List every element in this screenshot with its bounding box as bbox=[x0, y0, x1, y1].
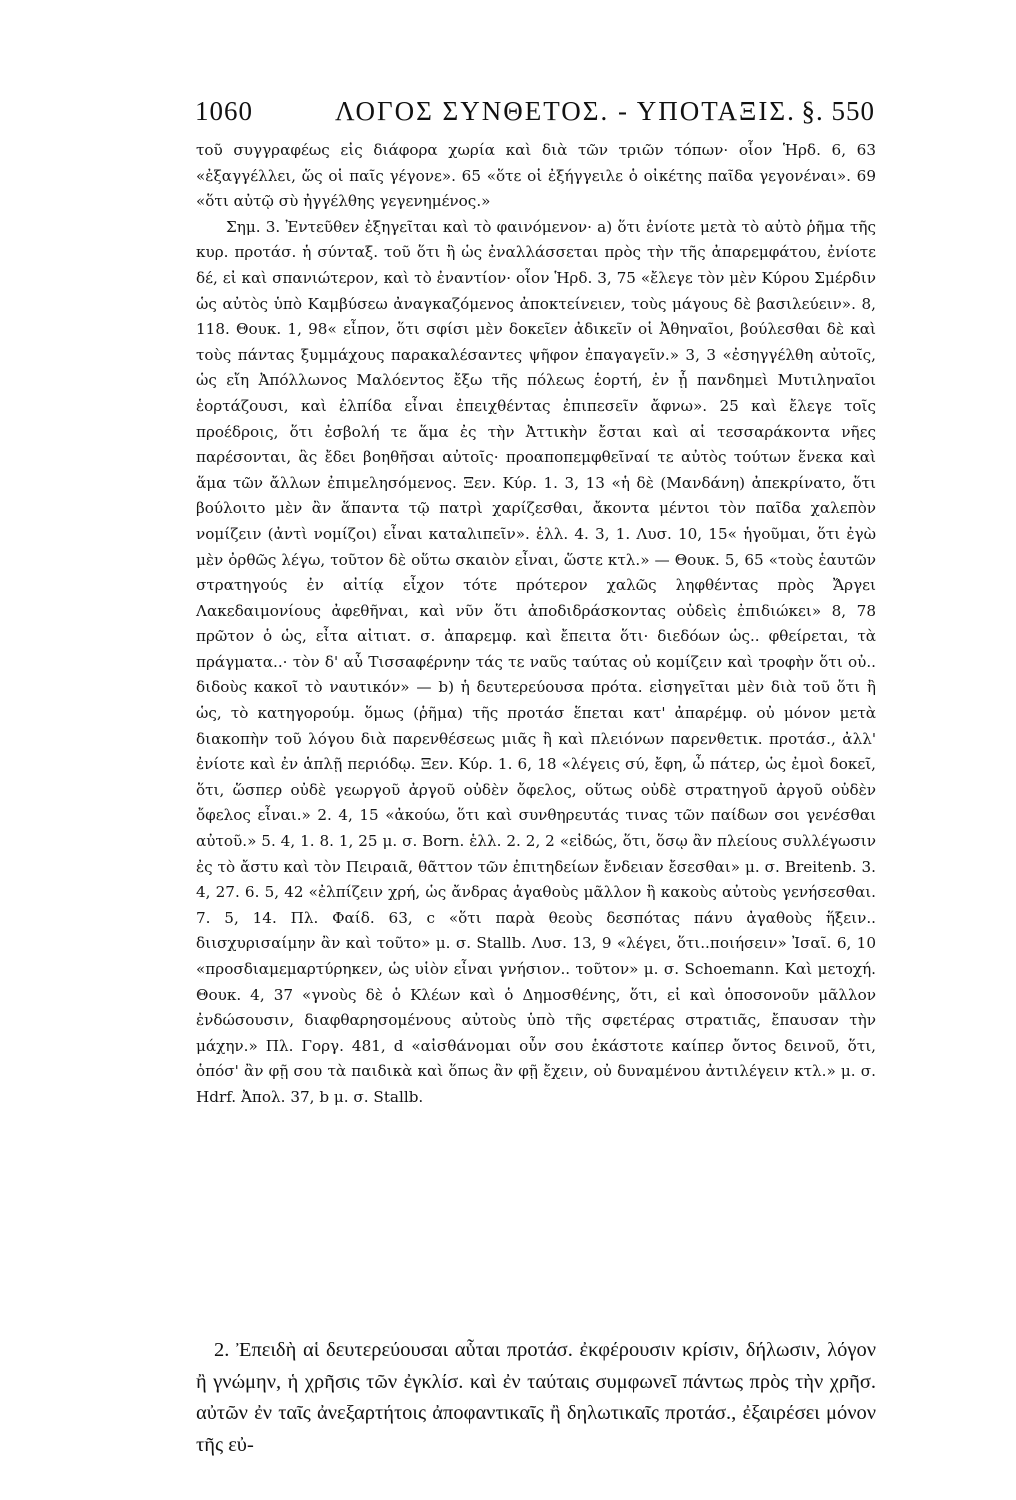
section-2-paragraph: 2. Ἐπειδὴ αἱ δευτερεύουσαι αὗται προτάσ. ἐκφέρουσιν κρίσιν, δήλωσιν, λόγον ἢ γνώμην, ἡ χρῆσις τῶν ἐγκλίσ. καὶ ἐν ταύταις συμφωνεῖ πάντως πρὸς τὴν χρῆσ. αὐτῶν ἐν ταῖς ἀνεξαρτήτοις ἀποφαντικαῖς ἢ δηλωτικαῖς προτάσ., ἐξαιρέσει μόνον τῆς εὐ- bbox=[196, 1339, 876, 1456]
small-print-text bbox=[196, 138, 876, 1111]
running-title: ΛΟΓΟΣ ΣΥΝΘΕΤΟΣ. - ΥΠΟΤΑΞΙΣ. bbox=[335, 96, 796, 126]
main-text bbox=[196, 1335, 876, 1461]
intro-paragraph: τοῦ συγγραφέως εἰς διάφορα χωρία καὶ διὰ τῶν τριῶν τόπων· οἷον Ἡρδ. 6, 63 «ἐξαγγέλλει, ὥς οἱ παῖς γέγονε». 65 «ὅτε οἱ ἐξήγγειλε ὁ οἰκέτης παῖδα γεγονέναι». 69 «ὅτι αὐτῷ σὺ ἠγγέλθης γεγενημένος.» bbox=[196, 141, 876, 211]
page-header bbox=[195, 96, 875, 132]
page-number: 1060 bbox=[195, 96, 253, 126]
note-paragraph: Σημ. 3. Ἐντεῦθεν ἐξηγεῖται καὶ τὸ φαινόμενον· a) ὅτι ἐνίοτε μετὰ τὸ αὐτὸ ῥῆμα τῆς κυρ. προτάσ. ἡ σύνταξ. τοῦ ὅτι ἢ ὡς ἐναλλάσσεται πρὸς τὴν τῆς ἀπαρεμφάτου, ἐνίοτε δέ, εἰ καὶ σπανιώτερον, καὶ τὸ ἐναντίον· οἷον Ἡρδ. 3, 75 «ἔλεγε τὸν μὲν Κύρου Σμέρδιν ὡς αὐτὸς ὑπὸ Καμβύσεω ἀναγκαζόμενος ἀποκτείνειεν, τοὺς μάγους δὲ βασιλεύειν». 8, 118. Θουκ. 1, 98« εἶπον, ὅτι σφίσι μὲν δοκεῖεν ἀδικεῖν οἱ Ἀθηναῖοι, βούλεσθαι δὲ καὶ τοὺς πάντας ξυμμάχους παρακαλέσαντες ψῆφον ἐπαγαγεῖν.» 3, 3 «ἐσηγγέλθη αὐτοῖς, ὡς εἴη Ἀπόλλωνος Μαλόεντος ἔξω τῆς πόλεως ἑορτή, ἐν ᾗ πανδημεὶ Μυτιληναῖοι ἑορτάζουσι, καὶ ἐλπίδα εἶναι ἐπειχθέντας ἐπιπεσεῖν ἄφνω». 25 καὶ ἔλεγε τοῖς προέδροις, ὅτι ἐσβολή τε ἅμα ἐς τὴν Ἀττικὴν ἔσται καὶ αἱ τεσσαράκοντα νῆες παρέσονται, ἃς ἔδει βοηθῆσαι αὐτοῖς· προαποπεμφθεῖναί τε αὐτὸς τούτων ἕνεκα καὶ ἅμα τῶν ἄλλων ἐπιμελησόμενος. Ξεν. Κύρ. 1. 3, 13 «ἡ δὲ (Μανδάνη) ἀπεκρίνατο, ὅτι βούλοιτο μὲν ἂν ἅπαντα τῷ πατρὶ χαρίζεσθαι, ἄκοντα μέντοι τὸν παῖδα χαλεπὸν νομίζειν (ἀντὶ νομίζοι) εἶναι καταλιπεῖν». ἑλλ. 4. 3, 1. Λυσ. 10, 15« ἡγοῦμαι, ὅτι ἐγὼ μὲν ὀρθῶς λέγω, τοῦτον δὲ οὕτω σκαιὸν εἶναι, ὥστε κτλ.» — Θουκ. 5, 65 «τοὺς ἑαυτῶν στρατηγούς ἐν αἰτίᾳ εἶχον τότε πρότερον χαλῶς ληφθέντας πρὸς Ἄργει Λακεδαιμονίους ἀφεθῆναι, καὶ νῦν ὅτι ἀποδιδράσκοντας οὐδεὶς ἐπιδιώκει» 8, 78 πρῶτον ὁ ὡς, εἶτα αἰτιατ. σ. ἀπαρεμφ. καὶ ἔπειτα ὅτι· διεδόων ὡς.. φθείρεται, τὰ πράγματα..· τὸν δ' αὖ Τισσαφέρνην τάς τε ναῦς ταύτας οὐ κομίζειν καὶ τροφὴν ὅτι οὐ.. διδοὺς κακοῖ τὸ ναυτικόν» — b) ἡ δευτερεύουσα πρότα. εἰσηγεῖται μὲν διὰ τοῦ ὅτι ἢ ὡς, τὸ κατηγορούμ. ὅμως (ῥῆμα) τῆς προτάσ ἕπεται κατ' ἀπαρέμφ. οὐ μόνον μετὰ διακοπὴν τοῦ λόγου διὰ παρενθέσεως μιᾶς ἢ καὶ πλειόνων παρενθετικ. προτάσ., ἀλλ' ἐνίοτε καὶ ἐν ἁπλῇ περιόδῳ. Ξεν. Κύρ. 1. 6, 18 «λέγεις σύ, ἔφη, ὦ πάτερ, ὡς ἐμοὶ δοκεῖ, ὅτι, ὥσπερ οὐδὲ γεωργοῦ ἀργοῦ οὐδὲν ὄφελος, οὕτως οὐδὲ στρατηγοῦ ἀργοῦ οὐδὲν ὄφελος εἶναι.» 2. 4, 15 «ἀκούω, ὅτι καὶ συνθηρευτάς τινας τῶν παίδων σοι γενέσθαι αὐτοῦ.» 5. 4, 1. 8. 1, 25 μ. σ. Born. ἑλλ. 2. 2, 2 «εἰδώς, ὅτι, ὅσῳ ἂν πλείους συλλέγωσιν ἐς τὸ ἄστυ καὶ τὸν Πειραιᾶ, θᾶττον τῶν ἐπιτηδείων ἔνδειαν ἔσεσθαι» μ. σ. Breitenb. 3. 4, 27. 6. 5, 42 «ἐλπίζειν χρή, ὡς ἄνδρας ἀγαθοὺς μᾶλλον ἢ κακοὺς αὐτοὺς γενήσεσθαι. 7. 5, 14. Πλ. Φαίδ. 63, c «ὅτι παρὰ θεοὺς δεσπότας πάνυ ἀγαθοὺς ἥξειν.. διισχυρισαίμην ἂν καὶ τοῦτο» μ. σ. Stallb. Λυσ. 13, 9 «λέγει, ὅτι..ποιήσειν» Ἰσαῖ. 6, 10 «προσδιαμεμαρτύρηκεν, ὡς υἱὸν εἶναι γνήσιον.. τοῦτον» μ. σ. Schoemann. Καὶ μετοχή. Θουκ. 4, 37 «γνοὺς δὲ ὁ Κλέων καὶ ὁ Δημοσθένης, ὅτι, εἰ καὶ ὁποσονοῦν μᾶλλον ἐνδώσουσιν, διαφθαρησομένους αὐτοὺς ὑπὸ τῆς σφετέρας στρατιᾶς, ἔπαυσαν τὴν μάχην.» Πλ. Γοργ. 481, d «αἰσθάνομαι οὖν σου ἑκάστοτε καίπερ ὄντος δεινοῦ, ὅτι, ὁπόσ' ἂν φῇ σου τὰ παιδικὰ καὶ ὅπως ἂν φῇ ἔχειν, οὐ δυναμένου ἀντιλέγειν κτλ.» μ. σ. Hdrf. Ἀπολ. 37, b μ. σ. Stallb. bbox=[196, 217, 876, 1106]
section-number: §. 550 bbox=[801, 96, 875, 126]
